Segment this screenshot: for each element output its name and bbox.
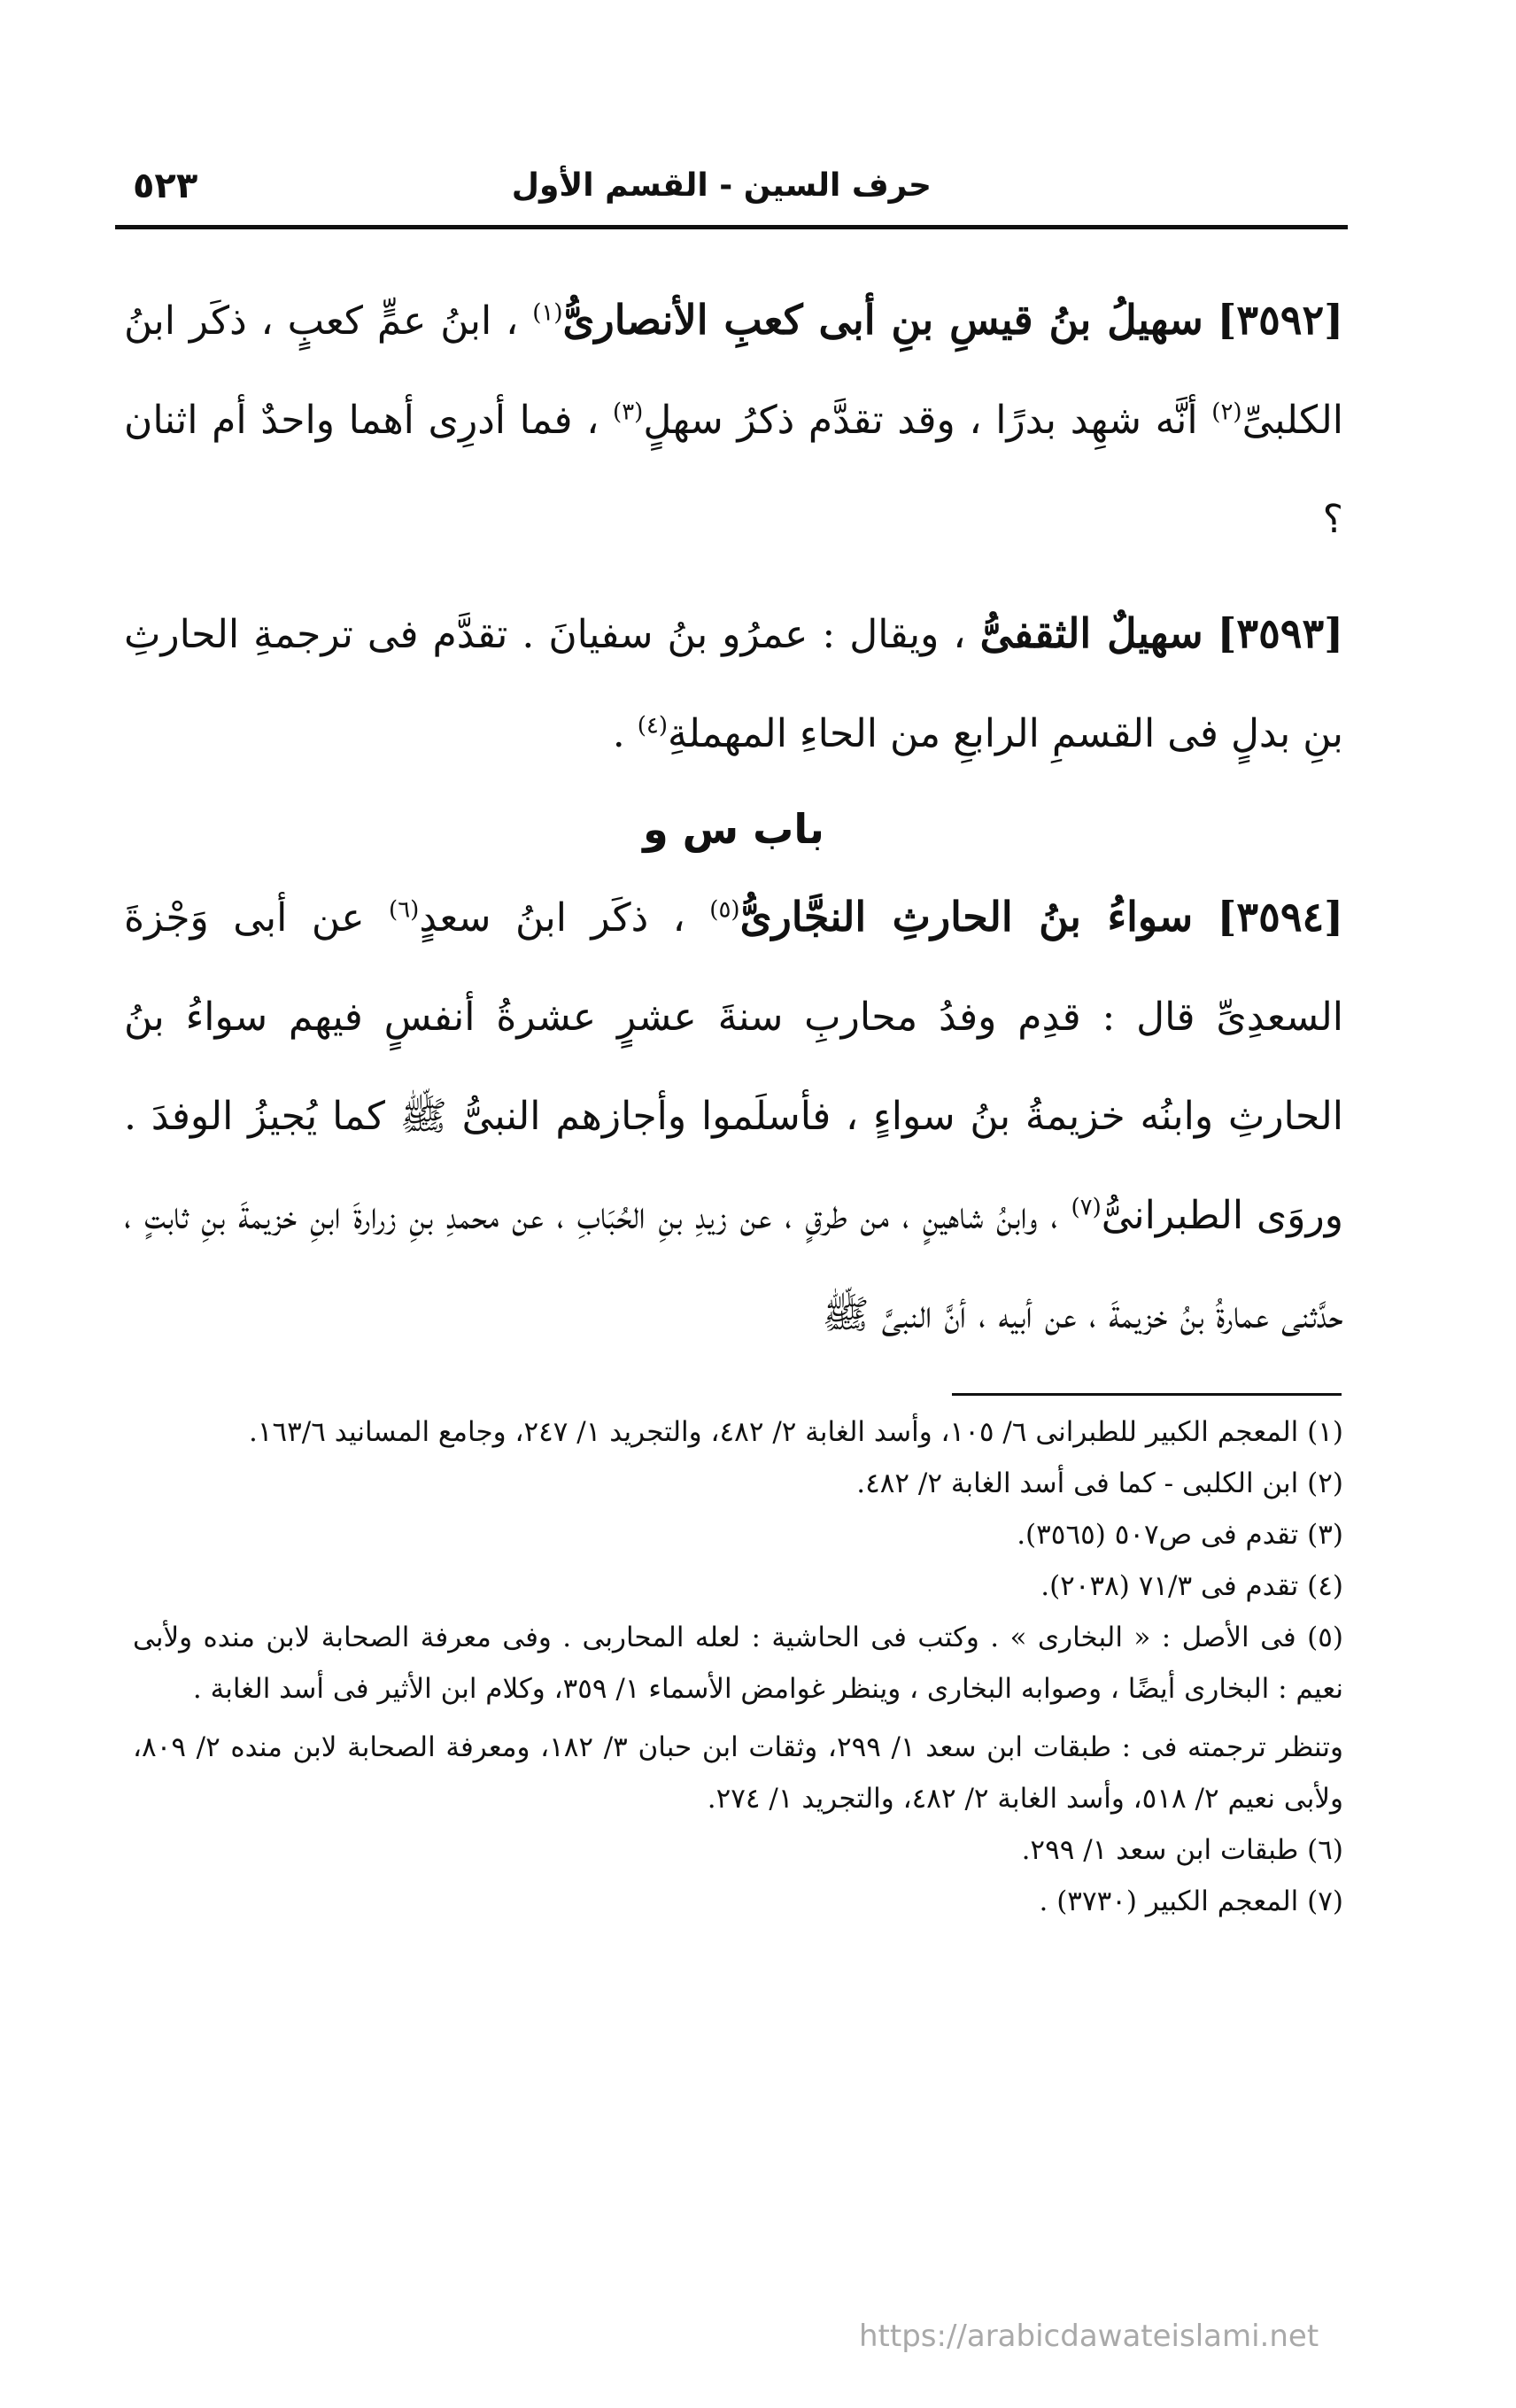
entry-text: ، ذكَر ابنُ سعدٍ xyxy=(419,895,710,941)
entry-name: سواءُ بنُ الحارثِ النجَّارىُّ xyxy=(739,893,1194,941)
entry-3594 xyxy=(124,867,1343,1365)
header-rule xyxy=(115,225,1348,229)
footnote-marker[interactable]: (٤) xyxy=(637,712,668,739)
entry-text: ، ابنُ عمٍّ كعبٍ ، ذكَر ابنُ الكلبىِّ xyxy=(124,298,1344,443)
footnote-3: (٣) تقدم فى ص٥٠٧ (٣٥٦٥). xyxy=(1017,1519,1343,1551)
footnote-marker[interactable]: (١) xyxy=(532,299,563,327)
footnote-5: (٥) فى الأصل : « البخارى » . وكتب فى الحاشية : لعله المحاربى . وفى معرفة الصحابة لابن منده ولأبى نعيم : البخارى أيضًا ، وصوابه البخارى ، وينظر غوامض الأسماء ١/ ٣٥٩، وكلام ابن الأثير فى أسد الغابة . xyxy=(133,1622,1343,1705)
entry-number: [٣٥٩٤] xyxy=(1217,893,1343,941)
entry-number: [٣٥٩٣] xyxy=(1217,609,1343,657)
entry-name: سهيلُ بنُ قيسِ بنِ أبى كعبِ الأنصارىُّ xyxy=(562,296,1203,344)
footnote-rule xyxy=(952,1393,1342,1396)
page-header xyxy=(115,159,1348,221)
entry-number: [٣٥٩٢] xyxy=(1217,296,1343,344)
entry-text: أنَّه شهِد بدرًا ، وقد تقدَّم ذكرُ سهلٍ xyxy=(643,398,1212,443)
footnote-2: (٢) ابن الكلبى - كما فى أسد الغابة ٢/ ٤٨٢. xyxy=(856,1467,1343,1499)
footnote-marker[interactable]: (٦) xyxy=(389,896,420,924)
entry-text: ، وابنُ شاهينٍ ، من طرقٍ ، عن زيدِ بنِ الحُبَابِ ، عن محمدِ بنِ زرارةَ ابنِ خزيمةَ بنِ ثابتٍ ، حدَّثنى عمارةُ بنُ خزيمةَ ، عن أبيه ، أنَّ النبىَّ ﷺ xyxy=(124,1193,1343,1337)
footnote-1: (١) المعجم الكبير للطبرانى ٦/ ١٠٥، وأسد الغابة ٢/ ٤٨٢، والتجريد ١/ ٢٤٧، وجامع المسانيد ١٦٣/٦. xyxy=(248,1416,1343,1448)
running-title: حرف السين - القسم الأول xyxy=(511,167,932,204)
footnote-marker[interactable]: (٧) xyxy=(1071,1194,1102,1221)
footnote-6: (٦) طبقات ابن سعد ١/ ٢٩٩. xyxy=(1021,1834,1343,1866)
entry-text: . xyxy=(612,711,638,756)
entry-text: عن أبى وَجْزةَ السعدِىِّ قال : قدِم وفدُ محاربِ سنةَ عشرٍ عشرةُ أنفسٍ فيهم سواءُ بنُ الحارثِ وابنُه خزيمةُ بنُ سواءٍ ، فأسلَموا وأجازهم النبىُّ ﷺ كما يُجيزُ الوفدَ . وروَى الطبرانىُّ xyxy=(124,895,1344,1238)
entry-3593 xyxy=(124,584,1343,784)
entry-3592 xyxy=(124,270,1343,569)
entry-text: ، فما أدرِى أهما واحدٌ أم اثنان ؟ xyxy=(124,398,1343,542)
chapter-heading: باب س و xyxy=(643,805,824,853)
entry-text: ، ويقال : عمرُو بنُ سفيانَ . تقدَّم فى ترجمةِ الحارثِ بنِ بدلٍ فى القسمِ الرابعِ من الحاءِ المهملةِ xyxy=(124,612,1343,756)
footnotes xyxy=(133,1406,1343,1927)
footnote-4: (٤) تقدم فى ٧١/٣ (٢٠٣٨). xyxy=(1040,1570,1343,1602)
page-number: ٥٢٣ xyxy=(133,166,198,206)
entry-name: سهيلٌ الثقفىُّ xyxy=(979,609,1203,657)
footnote-marker[interactable]: (٣) xyxy=(613,399,644,426)
footnote-marker[interactable]: (٢) xyxy=(1211,399,1242,426)
footnote-5-continuation: وتنظر ترجمته فى : طبقات ابن سعد ١/ ٢٩٩، وثقات ابن حبان ٣/ ١٨٢، ومعرفة الصحابة لابن منده ٢/ ٨٠٩، ولأبى نعيم ٢/ ٥١٨، وأسد الغابة ٢/ ٤٨٢، والتجريد ١/ ٢٧٤. xyxy=(133,1731,1343,1815)
watermark-url: https://arabicdawateislami.net xyxy=(859,2319,1319,2354)
footnote-marker[interactable]: (٥) xyxy=(709,896,740,924)
footnote-7: (٧) المعجم الكبير (٣٧٣٠) . xyxy=(1039,1885,1343,1917)
main-text xyxy=(124,270,1343,1379)
